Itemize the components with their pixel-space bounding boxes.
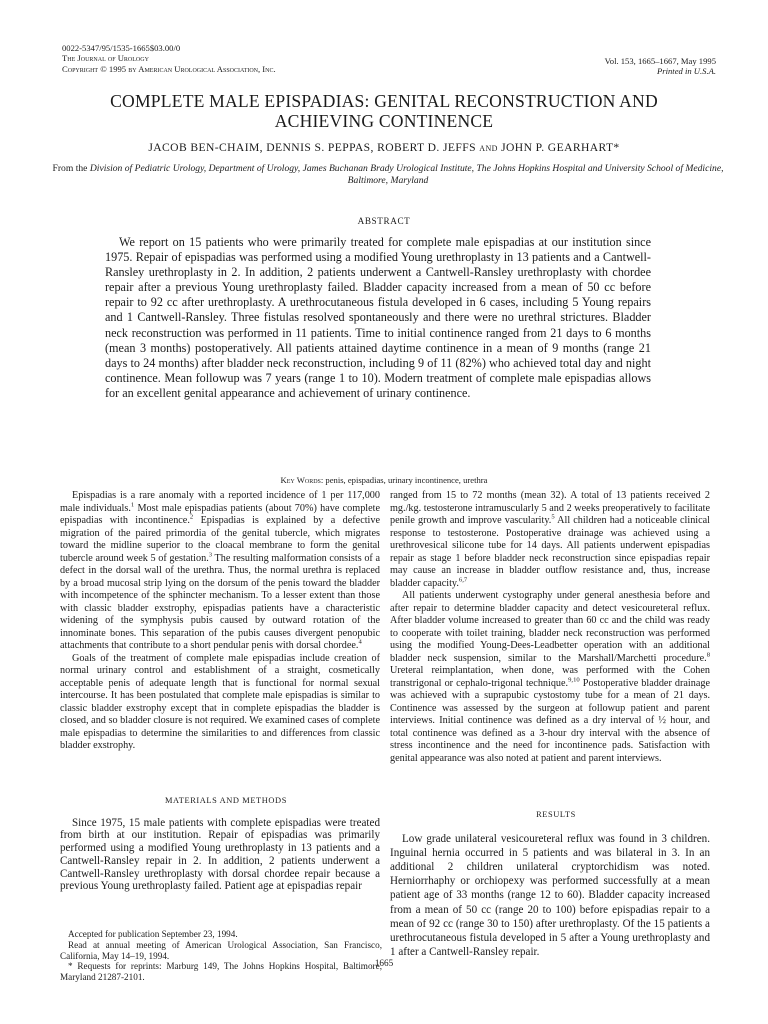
citation: 2 [189, 513, 194, 521]
footnotes [60, 929, 382, 983]
author-list [40, 141, 728, 154]
keywords-label: Key Words: [280, 475, 324, 485]
citation: 4 [358, 638, 362, 646]
footnote-reprints: * Requests for reprints: Marburg 149, The Johns Hopkins Hospital, Baltimore, Maryland 21287-2101. [60, 961, 382, 983]
methods-heading: MATERIALS AND METHODS [165, 796, 287, 805]
citation: 6,7 [458, 576, 468, 584]
methods-paragraph-2 [390, 590, 710, 765]
methods-text: Postoperative bladder drainage was achieved with a suprapubic cystostomy tube for a mean of 21 days. Continence was assessed by the surgeon at followup patient and parent interviews. Initial continence was defined as a dry interval of ½ hour, and total continence was defined as a 3-hour dry interval with the absence of stress incontinence and the need for incontinence pads. Satisfaction with genital appearance was also noted at patient and parent interviews. [390, 677, 710, 764]
results-section [390, 809, 710, 959]
citation: 8 [706, 651, 710, 659]
citation: 1 [130, 501, 135, 509]
author-conjunction: and [479, 141, 498, 154]
citation: 3 [208, 551, 213, 559]
affiliation-text: Division of Pediatric Urology, Department of Urology, James Buchanan Brady Urological Institute, The Johns Hopkins Hospital and University School of Medicine, Baltimore, Maryland [89, 163, 724, 187]
intro-paragraph-2: Goals of the treatment of complete male epispadias include creation of normal urinary control and establishment of a straight, cosmetically acceptable penis of adequate length that is functional for normal sexual intercourse. It has been postulated that complete male epispadias is similar to classic bladder exstrophy except that in complete epispadias the bladder is closed, and so bladder closure is not required. We examined cases of complete male epispadias to determine the similarities to and differences from classic bladder exstrophy. [60, 652, 380, 751]
methods-text: ranged from 15 to 72 months (mean 32). A total of 13 patients received 2 mg./kg. testosterone intramuscularly 5 and 2 weeks preoperatively to facilitate penile growth and improve vascularity. [390, 490, 710, 526]
methods-paragraph: Since 1975, 15 male patients with complete epispadias were treated from birth at our institution. Repair of epispadias was primarily performed using a modified Young urethroplasty in 13 patients and a Cantwell-Ransley repair in 2. In addition, 2 patients underwent a Cantwell-Ransley urethroplasty with dorsal chordee repair because a previous Young urethroplasty failed. Patient age at epispadias repair [60, 816, 380, 893]
abstract-heading: ABSTRACT [357, 216, 411, 226]
keywords-terms: penis, epispadias, urinary incontinence, urethra [325, 475, 488, 485]
methods-continued [390, 490, 710, 590]
left-column [60, 490, 380, 753]
methods-text: Ureteral reimplantation, when done, was performed with the Cohen transtrigonal or cephalo-trigonal technique. [390, 665, 710, 689]
intro-paragraph-1 [60, 490, 380, 653]
paper-title [40, 92, 728, 131]
intro-text: Epispadias is a rare anomaly with a reported incidence of 1 per 117,000 male individuals. [60, 490, 380, 514]
page-number: 1665 [374, 958, 394, 968]
right-column [390, 490, 710, 765]
article-code: 0022-5347/95/1535-1665$03.00/0 [62, 43, 181, 53]
methods-text: All patients underwent cystography under general anesthesia before and after repair to determine bladder capacity and detect vesicoureteral reflux. After bladder volume increased to greater than 60 cc and the child was ready to cooperate with toilet training, bladder neck reconstruction was performed using the modified Young-Dees-Leadbetter operation with an additional bladder neck suspension, similar to the Marshall/Marchetti procedure. [390, 590, 710, 664]
title-line-1: COMPLETE MALE EPISPADIAS: GENITAL RECONSTRUCTION AND [110, 91, 658, 111]
issue-info [605, 56, 716, 77]
title-line-2: ACHIEVING CONTINENCE [274, 110, 494, 131]
abstract-text: We report on 15 patients who were primarily treated for complete male epispadias at our institution since 1975. Repair of epispadias was performed using a modified Young urethroplasty in 13 patients and a Cantwell-Ransley urethroplasty in 2. In addition, 2 patients underwent a Cantwell-Ransley urethroplasty with chordee repair after a previous Young urethroplasty failed. Bladder capacity increased from a mean of 50 cc before repair to 92 cc after urethroplasty. A urethrocutaneous fistula developed in 6 cases, including 5 Young repairs and 1 Cantwell-Ransley. Three fistulas resolved spontaneously and there were no urethral strictures. Bladder neck reconstruction was performed in 11 patients. Time to initial continence ranged from 21 days to 6 months (mean 3 months) postoperatively. All patients attained daytime continence in a mean of 9 months (range 21 days to 24 months) after bladder neck reconstruction, including 9 of 11 (82%) who achieved total day and night continence. Mean followup was 7 years (range 1 to 10). Modern treatment of complete male epispadias allows for an excellent genital appearance and achievement of urinary continence. [105, 235, 651, 400]
keywords-line [0, 475, 768, 485]
printed-line: Printed in U.S.A. [657, 66, 716, 77]
copyright-line: Copyright © 1995 by American Urological Association, Inc. [62, 63, 276, 74]
results-heading: RESULTS [536, 810, 576, 819]
affiliation-from: From the [52, 163, 88, 174]
footnote-meeting: Read at annual meeting of American Urological Association, San Francisco, California, May 14–19, 1994. [60, 939, 382, 961]
methods-section [60, 795, 380, 893]
volume-line: Vol. 153, 1665–1667, May 1995 [604, 56, 716, 66]
author-names: JACOB BEN-CHAIM, DENNIS S. PEPPAS, ROBERT D. JEFFS [148, 141, 476, 154]
author-last: JOHN P. GEARHART* [501, 141, 620, 154]
citation: 5 [551, 513, 555, 521]
intro-text: Most male epispadias patients (about 70%) have complete epispadias with incontinence. [60, 502, 380, 526]
journal-name: The Journal of Urology [62, 53, 149, 64]
methods-text: All children had a noticeable clinical response to testosterone. Postoperative drainage was achieved using a urethrovesical silicone tube for 14 days. All patients underwent epispadias repair as stage 1 before bladder neck reconstruction since epispadias repair may cause an increase in bladder outflow resistance and, thus, increase bladder capacity. [390, 515, 710, 589]
footnote-accepted: Accepted for publication September 23, 1994. [68, 929, 238, 939]
journal-header [62, 43, 276, 74]
results-paragraph: Low grade unilateral vesicoureteral reflux was found in 3 children. Inguinal hernia occurred in 5 patients and was bilateral in 3. In an additional 2 children unilateral cryptorchidism was noted. Herniorrhaphy or orchiopexy was performed successfully at a mean patient age of 33 months (range 12 to 60). Bladder capacity increased from a mean of 50 cc (range 20 to 100) before epispadias repair to a mean of 92 cc (range 30 to 150) after urethroplasty. Of the 15 patients a urethrocutaneous fistula developed in 5 after a Young urethroplasty and 1 after a Cantwell-Ransley repair. [390, 832, 710, 959]
citation: 9,10 [568, 676, 580, 684]
intro-text: Epispadias is explained by a defective migration of the paired primordia of the genital tubercle, which migrates toward the midline superior to the cloacal membrane to form the genital tubercle around week 5 of gestation. [60, 515, 380, 564]
intro-text: The resulting malformation consists of a defect in the dorsal wall of the urethra. Thus, the normal urethra is replaced by a broad mucosal strip lying on the dorsum of the penis toward the bladder with incompetence of the sphincter mechanism. To a lesser extent than those with classic bladder exstrophy, epispadias patients have a characteristic widening of the symphysis pubis caused by outward rotation of the innominate bones. This separation of the pubis causes divergent penopubic attachments that contribute to a short pendular penis with dorsal chordee. [60, 552, 380, 651]
affiliation [48, 163, 728, 187]
